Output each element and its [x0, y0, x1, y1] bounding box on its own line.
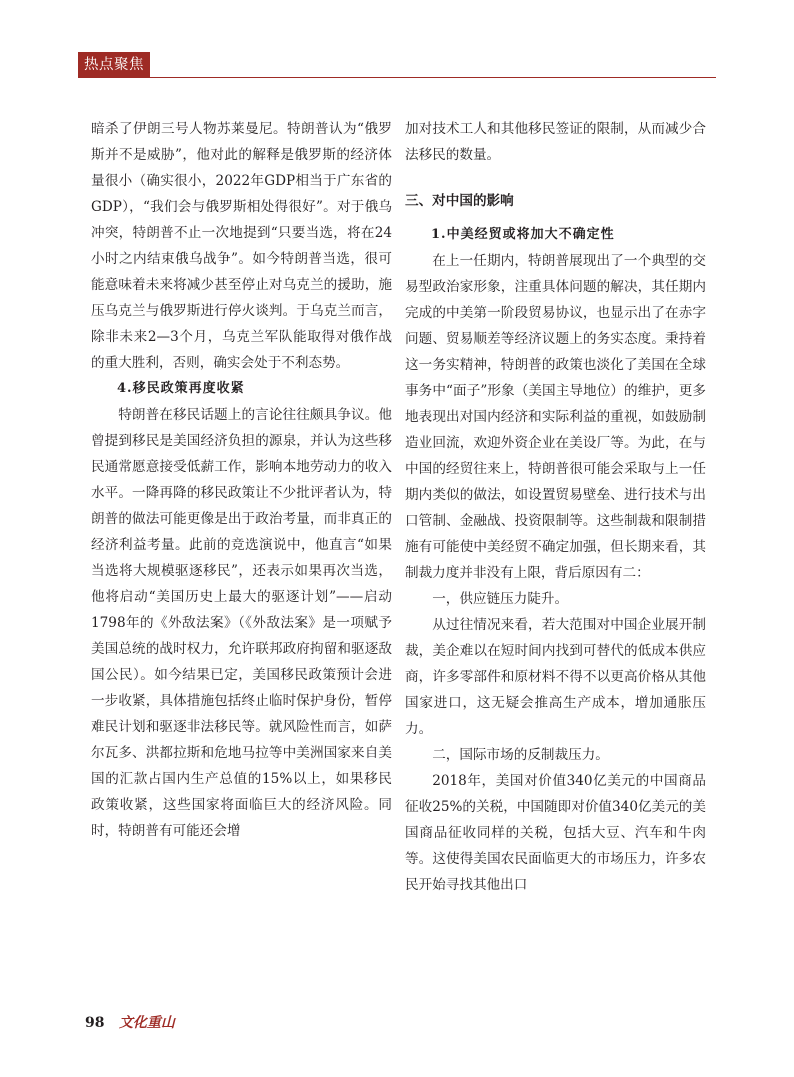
- left-column: [91, 116, 392, 844]
- subsection-heading: 1.中美经贸或将加大不确定性: [431, 227, 615, 242]
- subsection-heading: 4.移民政策再度收紧: [117, 381, 245, 396]
- header-rule: [78, 77, 716, 78]
- paragraph: 特朗普在移民话题上的言论往往颇具争议。他曾提到移民是美国经济负担的源泉，并认为这些移民通常愿意接受低薪工作，影响本地劳动力的收入水平。一降再降的移民政策让不少批评者认为，特朗普的做法可能更像是出于政治考量，而非真正的经济利益考量。此前的竞选演说中，他直言“如果当选将大规模驱逐移民”，还表示如果再次当选，他将启动“美国历史上最大的驱逐计划”——启动1798年的《外敌法案》（《外敌法案》是一项赋予美国总统的战时权力，允许联邦政府拘留和驱逐敌国公民）。如今结果已定，美国移民政策预计会进一步收紧，具体措施包括终止临时保护身份，暂停难民计划和驱逐非法移民等。就风险性而言，如萨尔瓦多、洪都拉斯和危地马拉等中美洲国家来自美国的汇款占国内生产总值的15%以上，如果移民政策收紧，这些国家将面临巨大的经济风险。同时，特朗普有可能还会增: [91, 407, 392, 839]
- page-number: 98: [85, 1015, 105, 1031]
- paragraph: 2018年，美国对价值340亿美元的中国商品征收25%的关税，中国随即对价值340亿美元的美国商品征收同样的关税，包括大豆、汽车和牛肉等。这使得美国农民面临更大的市场压力，许多农民开始寻找其他出口: [405, 773, 706, 893]
- right-column: [405, 116, 706, 898]
- paragraph: 二，国际市场的反制裁压力。: [432, 747, 609, 763]
- paragraph: 暗杀了伊朗三号人物苏莱曼尼。特朗普认为“俄罗斯并不是威胁”，他对此的解释是俄罗斯的经济体量很小（确实很小，2022年GDP相当于广东省的GDP），“我们会与俄罗斯相处得很好”。对于俄乌冲突，特朗普不止一次地提到“只要当选，将在24小时之内结束俄乌战争”。如今特朗普当选，很可能意味着未来将减少甚至停止对乌克兰的援助，施压乌克兰与俄罗斯进行停火谈判。于乌克兰而言，除非未来2—3个月，乌克兰军队能取得对俄作战的重大胜利，否则，确实会处于不利态势。: [91, 121, 392, 371]
- section-heading: 三、对中国的影响: [405, 193, 514, 209]
- section-tag: 热点聚焦: [78, 52, 150, 78]
- paragraph: 从过往情况来看，若大范围对中国企业展开制裁，美企难以在短时间内找到可替代的低成本供应商，许多零部件和原材料不得不以更高价格从其他国家进口，这无疑会推高生产成本，增加通胀压力。: [405, 617, 706, 737]
- paragraph: 加对技术工人和其他移民签证的限制，从而减少合法移民的数量。: [405, 121, 706, 163]
- paragraph: 一，供应链压力陡升。: [432, 591, 569, 607]
- journal-logo: 文化重山: [118, 1015, 175, 1031]
- paragraph: 在上一任期内，特朗普展现出了一个典型的交易型政治家形象，注重具体问题的解决，其任期内完成的中美第一阶段贸易协议，也显示出了在赤字问题、贸易顺差等经济议题上的务实态度。秉持着这一务实精神，特朗普的政策也淡化了美国在全球事务中“面子”形象（美国主导地位）的维护，更多地表现出对国内经济和实际利益的重视，如鼓励制造业回流，欢迎外资企业在美设厂等。为此，在与中国的经贸往来上，特朗普很可能会采取与上一任期内类似的做法，如设置贸易壁垒、进行技术与出口管制、金融战、投资限制等。这些制裁和限制措施有可能使中美经贸不确定加强，但长期来看，其制裁力度并非没有上限，背后原因有二：: [405, 253, 706, 581]
- page-footer: [85, 1012, 175, 1032]
